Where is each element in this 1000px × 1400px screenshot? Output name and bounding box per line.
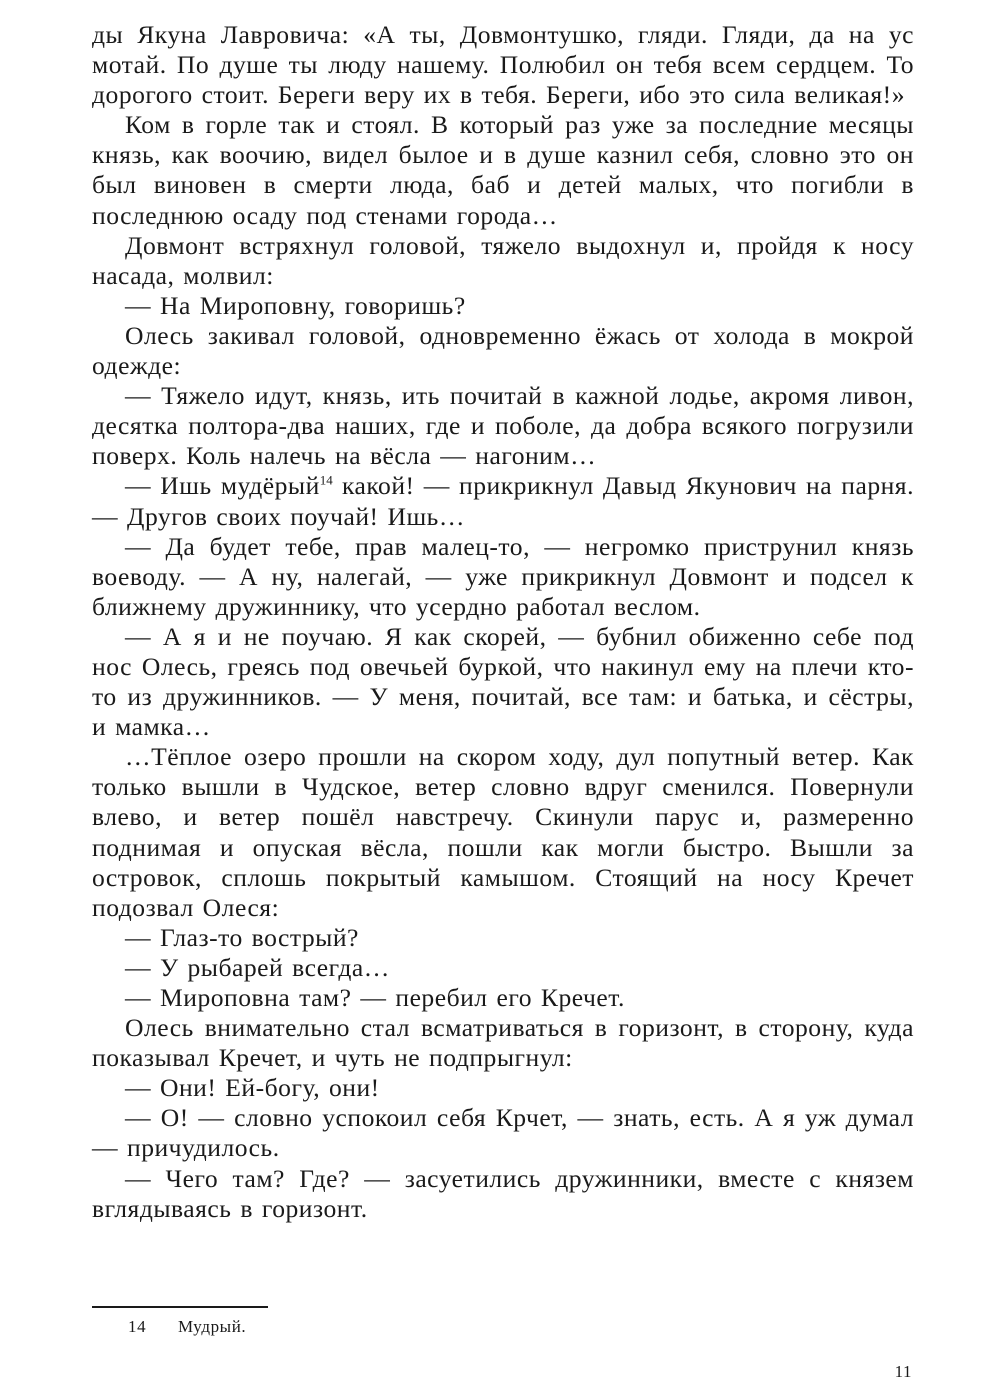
paragraph: Олесь закивал головой, одновременно ёжась от холода в мокрой одежде: <box>92 320 914 381</box>
dialogue-line: — У рыбарей всегда… <box>125 952 390 982</box>
footnote-text: Мудрый. <box>178 1317 247 1336</box>
footnote-separator <box>92 1306 268 1308</box>
page-body <box>92 20 914 1224</box>
dialogue-line: — Чего там? Где? — засуетились дружинники, вместе с князем вглядываясь в горизонт. <box>92 1163 914 1223</box>
footnote-number: 14 <box>128 1317 147 1336</box>
page-number: 11 <box>894 1362 912 1381</box>
main-text <box>92 20 914 1224</box>
footnote <box>128 1316 246 1338</box>
dialogue-line: — Глаз-то вострый? <box>125 922 359 952</box>
paragraph: …Тёплое озеро прошли на скором ходу, дул попутный ветер. Как только вышли в Чудское, ветер словно вдруг сменился. Повернули влево, и ветер пошёл навстречу. Скинули парус и, размеренно поднимая и опуская вёсла, пошли как могли быстро. Вышли за островок, сплошь покрытый камышом. Стоящий на носу Кречет подозвал Олеся: <box>92 742 914 922</box>
paragraph: Олесь внимательно стал всматриваться в горизонт, в сторону, куда показывал Кречет, и чуть не подпрыгнул: <box>92 1013 914 1073</box>
dialogue-text-before-footnote: — Ишь мудёрый <box>125 471 320 501</box>
dialogue-line: — Они! Ей-богу, они! <box>125 1073 380 1103</box>
dialogue-text-after-footnote: какой! — прикрикнул Давыд Якунович на парня. — Другов своих поучай! Ишь… <box>92 471 914 531</box>
dialogue-line: — Мироповна там? — перебил его Кречет. <box>125 983 625 1012</box>
dialogue-line: — О! — словно успокоил себя Крчет, — знать, есть. А я уж думал — причудилось. <box>92 1103 914 1163</box>
dialogue-line-with-footnote <box>92 471 914 531</box>
dialogue-line: — Да будет тебе, прав малец-то, — негромко приструнил князь воеводу. — А ну, налегай, — уже прикрикнул Довмонт и подсел к ближнему дружиннику, что усердно работал веслом. <box>92 531 914 621</box>
paragraph: Довмонт встряхнул головой, тяжело выдохнул и, пройдя к носу насада, молвил: <box>92 230 914 290</box>
dialogue-line: — Тяжело идут, князь, ить почитай в кажной лодье, акромя ливон, десятка полтора-два наших, где и поболе, да добра всякого погрузили поверх. Коль налечь на вёсла — нагоним… <box>92 381 914 471</box>
footnote-reference[interactable]: 14 <box>319 472 333 488</box>
paragraph: Ком в горле так и стоял. В который раз уже за последние месяцы князь, как воочию, видел былое и в душе казнил себя, словно это он был виновен в смерти люда, баб и детей малых, что погибли в последнюю осаду под стенами города… <box>92 110 914 230</box>
dialogue-line: — А я и не поучаю. Я как скорей, — бубнил обиженно себе под нос Олесь, греясь под овечьей буркой, что накинул ему на плечи кто-то из дружинников. — У меня, почитай, все там: и батька, и сёстры, и мамка… <box>92 621 914 742</box>
dialogue-line: — На Мироповну, говоришь? <box>125 290 466 320</box>
paragraph: ды Якуна Лавровича: «А ты, Довмонтушко, гляди. Гляди, да на ус мотай. По душе ты люду нашему. Полюбил он тебя всем сердцем. То дорогого стоит. Береги веру их в тебя. Береги, ибо это сила великая!» <box>92 20 914 110</box>
